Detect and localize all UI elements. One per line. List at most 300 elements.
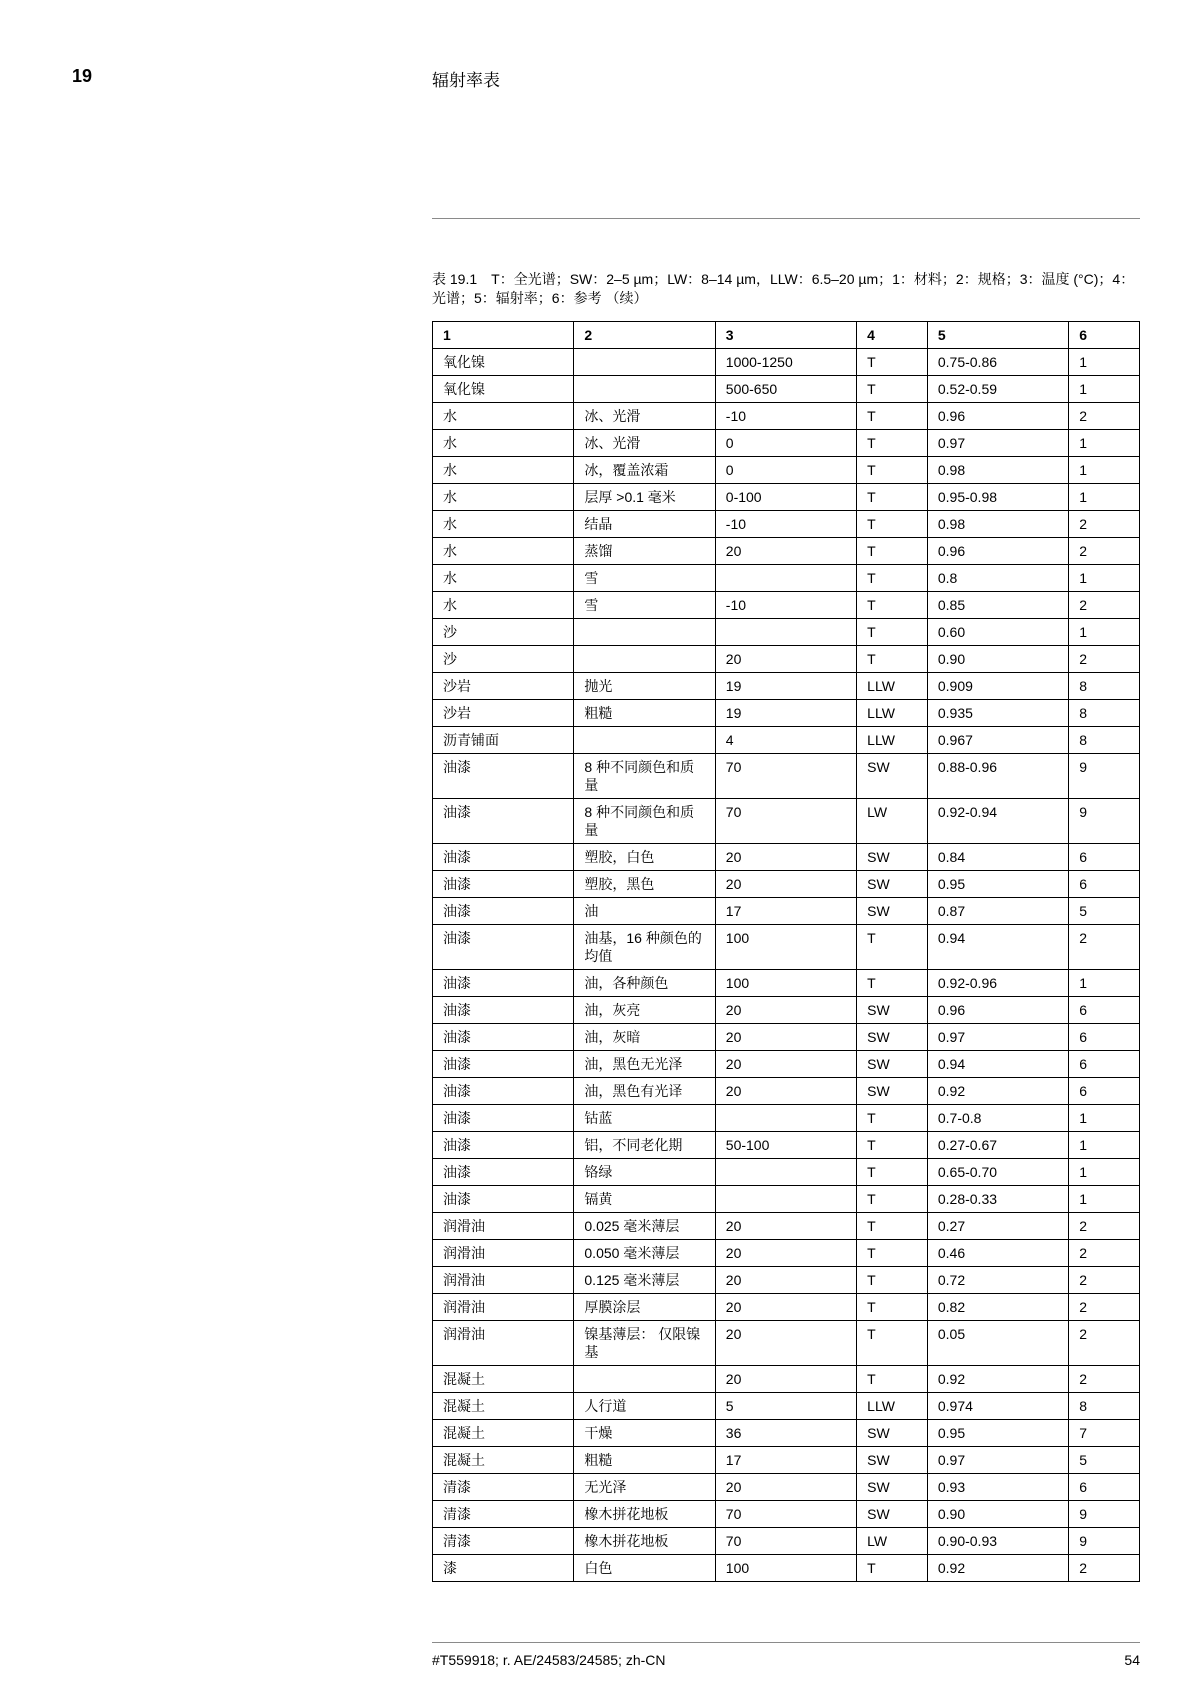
spectrum-cell: SW xyxy=(857,871,928,898)
table-row xyxy=(433,1051,1140,1078)
spectrum-cell: LW xyxy=(857,1528,928,1555)
material-cell: 混凝土 xyxy=(433,1393,574,1420)
reference-cell: 8 xyxy=(1069,1393,1140,1420)
specification-cell: 冰、光滑 xyxy=(574,403,715,430)
emissivity-cell: 0.46 xyxy=(927,1240,1068,1267)
specification-cell: 0.025 毫米薄层 xyxy=(574,1213,715,1240)
specification-cell: 铬绿 xyxy=(574,1159,715,1186)
material-cell: 清漆 xyxy=(433,1474,574,1501)
temperature-cell: 0-100 xyxy=(715,484,856,511)
spectrum-cell: SW xyxy=(857,1420,928,1447)
temperature-cell: 20 xyxy=(715,1240,856,1267)
table-row xyxy=(433,1078,1140,1105)
temperature-cell: 5 xyxy=(715,1393,856,1420)
material-cell: 油漆 xyxy=(433,970,574,997)
table-row xyxy=(433,700,1140,727)
temperature-cell: 500-650 xyxy=(715,376,856,403)
material-cell: 水 xyxy=(433,403,574,430)
specification-cell: 橡木拼花地板 xyxy=(574,1501,715,1528)
table-row xyxy=(433,871,1140,898)
temperature-cell: 4 xyxy=(715,727,856,754)
specification-cell: 油，灰暗 xyxy=(574,1024,715,1051)
emissivity-cell: 0.98 xyxy=(927,457,1068,484)
temperature-cell: -10 xyxy=(715,592,856,619)
reference-cell: 1 xyxy=(1069,376,1140,403)
emissivity-cell: 0.95 xyxy=(927,871,1068,898)
emissivity-cell: 0.72 xyxy=(927,1267,1068,1294)
material-cell: 油漆 xyxy=(433,1132,574,1159)
material-cell: 油漆 xyxy=(433,898,574,925)
material-cell: 油漆 xyxy=(433,925,574,970)
temperature-cell: 50-100 xyxy=(715,1132,856,1159)
emissivity-cell: 0.84 xyxy=(927,844,1068,871)
emissivity-cell: 0.05 xyxy=(927,1321,1068,1366)
table-row xyxy=(433,1501,1140,1528)
emissivity-cell: 0.97 xyxy=(927,430,1068,457)
table-row xyxy=(433,727,1140,754)
spectrum-cell: T xyxy=(857,1132,928,1159)
emissivity-cell: 0.27 xyxy=(927,1213,1068,1240)
table-row xyxy=(433,1159,1140,1186)
spectrum-cell: SW xyxy=(857,1078,928,1105)
spectrum-cell: T xyxy=(857,565,928,592)
temperature-cell: 20 xyxy=(715,871,856,898)
emissivity-cell: 0.28-0.33 xyxy=(927,1186,1068,1213)
reference-cell: 9 xyxy=(1069,754,1140,799)
material-cell: 清漆 xyxy=(433,1501,574,1528)
temperature-cell: 20 xyxy=(715,538,856,565)
material-cell: 油漆 xyxy=(433,754,574,799)
material-cell: 油漆 xyxy=(433,844,574,871)
material-cell: 水 xyxy=(433,430,574,457)
temperature-cell: 20 xyxy=(715,1024,856,1051)
chapter-number: 19 xyxy=(72,66,93,86)
spectrum-cell: T xyxy=(857,1159,928,1186)
emissivity-cell: 0.92 xyxy=(927,1366,1068,1393)
table-row xyxy=(433,799,1140,844)
emissivity-cell: 0.7-0.8 xyxy=(927,1105,1068,1132)
material-cell: 油漆 xyxy=(433,1159,574,1186)
reference-cell: 6 xyxy=(1069,1474,1140,1501)
table-row xyxy=(433,1393,1140,1420)
temperature-cell: 20 xyxy=(715,1078,856,1105)
specification-cell: 8 种不同颜色和质量 xyxy=(574,754,715,799)
temperature-cell xyxy=(715,1105,856,1132)
spectrum-cell: T xyxy=(857,646,928,673)
emissivity-cell: 0.935 xyxy=(927,700,1068,727)
specification-cell: 抛光 xyxy=(574,673,715,700)
temperature-cell: 0 xyxy=(715,430,856,457)
material-cell: 混凝土 xyxy=(433,1420,574,1447)
reference-cell: 2 xyxy=(1069,1213,1140,1240)
spectrum-cell: T xyxy=(857,925,928,970)
specification-cell xyxy=(574,376,715,403)
temperature-cell: 20 xyxy=(715,1267,856,1294)
specification-cell: 0.125 毫米薄层 xyxy=(574,1267,715,1294)
temperature-cell: 70 xyxy=(715,799,856,844)
material-cell: 油漆 xyxy=(433,1051,574,1078)
spectrum-cell: T xyxy=(857,1294,928,1321)
specification-cell: 无光泽 xyxy=(574,1474,715,1501)
table-row xyxy=(433,1267,1140,1294)
emissivity-cell: 0.909 xyxy=(927,673,1068,700)
specification-cell: 油基，16 种颜色的均值 xyxy=(574,925,715,970)
emissivity-cell: 0.93 xyxy=(927,1474,1068,1501)
reference-cell: 2 xyxy=(1069,1321,1140,1366)
reference-cell: 1 xyxy=(1069,565,1140,592)
material-cell: 润滑油 xyxy=(433,1294,574,1321)
emissivity-cell: 0.92-0.94 xyxy=(927,799,1068,844)
table-row xyxy=(433,484,1140,511)
reference-cell: 2 xyxy=(1069,1366,1140,1393)
spectrum-cell: T xyxy=(857,592,928,619)
page-number: 54 xyxy=(1124,1652,1140,1668)
spectrum-cell: T xyxy=(857,1321,928,1366)
emissivity-table xyxy=(432,321,1140,1582)
spectrum-cell: SW xyxy=(857,754,928,799)
material-cell: 混凝土 xyxy=(433,1447,574,1474)
temperature-cell: 20 xyxy=(715,997,856,1024)
temperature-cell: 100 xyxy=(715,970,856,997)
emissivity-cell: 0.90 xyxy=(927,1501,1068,1528)
specification-cell: 白色 xyxy=(574,1555,715,1582)
reference-cell: 2 xyxy=(1069,1294,1140,1321)
reference-cell: 1 xyxy=(1069,430,1140,457)
specification-cell: 8 种不同颜色和质量 xyxy=(574,799,715,844)
table-row xyxy=(433,430,1140,457)
table-row xyxy=(433,1321,1140,1366)
material-cell: 油漆 xyxy=(433,1105,574,1132)
material-cell: 水 xyxy=(433,484,574,511)
footer-divider xyxy=(432,1642,1140,1643)
specification-cell: 油，黑色无光泽 xyxy=(574,1051,715,1078)
spectrum-cell: SW xyxy=(857,997,928,1024)
table-row xyxy=(433,1240,1140,1267)
spectrum-cell: T xyxy=(857,349,928,376)
material-cell: 油漆 xyxy=(433,997,574,1024)
specification-cell xyxy=(574,349,715,376)
emissivity-cell: 0.92-0.96 xyxy=(927,970,1068,997)
reference-cell: 1 xyxy=(1069,1159,1140,1186)
table-row xyxy=(433,646,1140,673)
reference-cell: 1 xyxy=(1069,1186,1140,1213)
table-row xyxy=(433,1420,1140,1447)
specification-cell xyxy=(574,646,715,673)
specification-cell: 结晶 xyxy=(574,511,715,538)
column-header-material: 1 xyxy=(433,322,574,349)
table-row xyxy=(433,1186,1140,1213)
material-cell: 水 xyxy=(433,511,574,538)
material-cell: 油漆 xyxy=(433,1078,574,1105)
reference-cell: 6 xyxy=(1069,844,1140,871)
temperature-cell: 17 xyxy=(715,1447,856,1474)
spectrum-cell: SW xyxy=(857,898,928,925)
temperature-cell: 20 xyxy=(715,1213,856,1240)
temperature-cell: 36 xyxy=(715,1420,856,1447)
table-caption: 表 19.1 T：全光谱；SW：2–5 µm；LW：8–14 µm，LLW：6.5–20 µm；1：材料；2：规格；3：温度 (°C)；4：光谱；5：辐射率；6：参考 （续） xyxy=(432,271,1135,306)
spectrum-cell: T xyxy=(857,376,928,403)
spectrum-cell: T xyxy=(857,619,928,646)
column-header-temperature: 3 xyxy=(715,322,856,349)
material-cell: 润滑油 xyxy=(433,1240,574,1267)
temperature-cell xyxy=(715,1159,856,1186)
spectrum-cell: T xyxy=(857,1267,928,1294)
table-row xyxy=(433,1105,1140,1132)
reference-cell: 5 xyxy=(1069,1447,1140,1474)
table-row xyxy=(433,538,1140,565)
table-row xyxy=(433,844,1140,871)
specification-cell: 塑胶，黑色 xyxy=(574,871,715,898)
spectrum-cell: LLW xyxy=(857,673,928,700)
temperature-cell: 19 xyxy=(715,673,856,700)
emissivity-cell: 0.85 xyxy=(927,592,1068,619)
spectrum-cell: T xyxy=(857,430,928,457)
material-cell: 氧化镍 xyxy=(433,376,574,403)
reference-cell: 9 xyxy=(1069,1501,1140,1528)
table-row xyxy=(433,511,1140,538)
spectrum-cell: T xyxy=(857,1213,928,1240)
temperature-cell xyxy=(715,1186,856,1213)
emissivity-cell: 0.97 xyxy=(927,1024,1068,1051)
temperature-cell: 20 xyxy=(715,1474,856,1501)
reference-cell: 1 xyxy=(1069,1105,1140,1132)
emissivity-cell: 0.95 xyxy=(927,1420,1068,1447)
table-row xyxy=(433,1447,1140,1474)
material-cell: 混凝土 xyxy=(433,1366,574,1393)
emissivity-cell: 0.90-0.93 xyxy=(927,1528,1068,1555)
table-row xyxy=(433,898,1140,925)
spectrum-cell: T xyxy=(857,1105,928,1132)
reference-cell: 8 xyxy=(1069,673,1140,700)
reference-cell: 2 xyxy=(1069,1267,1140,1294)
spectrum-cell: T xyxy=(857,1555,928,1582)
temperature-cell: -10 xyxy=(715,403,856,430)
temperature-cell: 70 xyxy=(715,1501,856,1528)
specification-cell: 雪 xyxy=(574,592,715,619)
material-cell: 润滑油 xyxy=(433,1213,574,1240)
emissivity-cell: 0.88-0.96 xyxy=(927,754,1068,799)
table-body xyxy=(433,349,1140,1582)
temperature-cell: 0 xyxy=(715,457,856,484)
spectrum-cell: SW xyxy=(857,1051,928,1078)
spectrum-cell: T xyxy=(857,511,928,538)
temperature-cell: 17 xyxy=(715,898,856,925)
temperature-cell: 1000-1250 xyxy=(715,349,856,376)
table-row xyxy=(433,376,1140,403)
emissivity-cell: 0.92 xyxy=(927,1555,1068,1582)
table-row xyxy=(433,1024,1140,1051)
table-row xyxy=(433,1555,1140,1582)
specification-cell xyxy=(574,1366,715,1393)
spectrum-cell: LLW xyxy=(857,1393,928,1420)
specification-cell: 镍基薄层： 仅限镍基 xyxy=(574,1321,715,1366)
spectrum-cell: T xyxy=(857,403,928,430)
table-row xyxy=(433,619,1140,646)
table-row xyxy=(433,457,1140,484)
material-cell: 油漆 xyxy=(433,799,574,844)
emissivity-cell: 0.94 xyxy=(927,1051,1068,1078)
reference-cell: 2 xyxy=(1069,403,1140,430)
emissivity-cell: 0.96 xyxy=(927,538,1068,565)
specification-cell: 油，灰亮 xyxy=(574,997,715,1024)
temperature-cell: 20 xyxy=(715,646,856,673)
table-row xyxy=(433,754,1140,799)
specification-cell: 钴蓝 xyxy=(574,1105,715,1132)
reference-cell: 1 xyxy=(1069,1132,1140,1159)
emissivity-cell: 0.65-0.70 xyxy=(927,1159,1068,1186)
temperature-cell: 20 xyxy=(715,1294,856,1321)
emissivity-cell: 0.967 xyxy=(927,727,1068,754)
specification-cell: 橡木拼花地板 xyxy=(574,1528,715,1555)
reference-cell: 6 xyxy=(1069,997,1140,1024)
specification-cell: 0.050 毫米薄层 xyxy=(574,1240,715,1267)
reference-cell: 2 xyxy=(1069,538,1140,565)
table-row xyxy=(433,592,1140,619)
emissivity-cell: 0.94 xyxy=(927,925,1068,970)
table-row xyxy=(433,403,1140,430)
spectrum-cell: T xyxy=(857,538,928,565)
specification-cell: 油，黑色有光译 xyxy=(574,1078,715,1105)
emissivity-cell: 0.52-0.59 xyxy=(927,376,1068,403)
reference-cell: 1 xyxy=(1069,619,1140,646)
emissivity-cell: 0.92 xyxy=(927,1078,1068,1105)
emissivity-cell: 0.98 xyxy=(927,511,1068,538)
spectrum-cell: SW xyxy=(857,1447,928,1474)
table-row xyxy=(433,925,1140,970)
column-header-emissivity: 5 xyxy=(927,322,1068,349)
header-divider xyxy=(432,218,1140,219)
material-cell: 清漆 xyxy=(433,1528,574,1555)
material-cell: 水 xyxy=(433,538,574,565)
column-header-spectrum: 4 xyxy=(857,322,928,349)
table-row xyxy=(433,565,1140,592)
table-row xyxy=(433,349,1140,376)
temperature-cell: 20 xyxy=(715,1051,856,1078)
table-row xyxy=(433,1294,1140,1321)
specification-cell: 粗糙 xyxy=(574,1447,715,1474)
emissivity-cell: 0.95-0.98 xyxy=(927,484,1068,511)
table-row xyxy=(433,1132,1140,1159)
specification-cell xyxy=(574,727,715,754)
table-row xyxy=(433,673,1140,700)
spectrum-cell: LLW xyxy=(857,727,928,754)
spectrum-cell: SW xyxy=(857,1501,928,1528)
spectrum-cell: T xyxy=(857,1186,928,1213)
material-cell: 油漆 xyxy=(433,1024,574,1051)
emissivity-cell: 0.82 xyxy=(927,1294,1068,1321)
column-header-reference: 6 xyxy=(1069,322,1140,349)
spectrum-cell: T xyxy=(857,1366,928,1393)
reference-cell: 6 xyxy=(1069,1051,1140,1078)
spectrum-cell: LW xyxy=(857,799,928,844)
reference-cell: 8 xyxy=(1069,727,1140,754)
spectrum-cell: SW xyxy=(857,844,928,871)
table-row xyxy=(433,970,1140,997)
material-cell: 氧化镍 xyxy=(433,349,574,376)
material-cell: 油漆 xyxy=(433,1186,574,1213)
reference-cell: 6 xyxy=(1069,1078,1140,1105)
temperature-cell: 100 xyxy=(715,1555,856,1582)
specification-cell: 层厚 >0.1 毫米 xyxy=(574,484,715,511)
spectrum-cell: LLW xyxy=(857,700,928,727)
material-cell: 沙 xyxy=(433,646,574,673)
reference-cell: 1 xyxy=(1069,484,1140,511)
reference-cell: 2 xyxy=(1069,511,1140,538)
reference-cell: 5 xyxy=(1069,898,1140,925)
column-header-specification: 2 xyxy=(574,322,715,349)
material-cell: 沙 xyxy=(433,619,574,646)
material-cell: 油漆 xyxy=(433,871,574,898)
emissivity-cell: 0.60 xyxy=(927,619,1068,646)
specification-cell: 铝，不同老化期 xyxy=(574,1132,715,1159)
temperature-cell xyxy=(715,565,856,592)
reference-cell: 1 xyxy=(1069,349,1140,376)
material-cell: 润滑油 xyxy=(433,1321,574,1366)
table-row xyxy=(433,1474,1140,1501)
spectrum-cell: T xyxy=(857,457,928,484)
specification-cell: 冰、光滑 xyxy=(574,430,715,457)
material-cell: 沙岩 xyxy=(433,673,574,700)
specification-cell: 粗糙 xyxy=(574,700,715,727)
reference-cell: 1 xyxy=(1069,457,1140,484)
temperature-cell: -10 xyxy=(715,511,856,538)
temperature-cell: 70 xyxy=(715,754,856,799)
reference-cell: 2 xyxy=(1069,646,1140,673)
specification-cell: 雪 xyxy=(574,565,715,592)
reference-cell: 2 xyxy=(1069,1555,1140,1582)
temperature-cell: 70 xyxy=(715,1528,856,1555)
specification-cell: 油，各种颜色 xyxy=(574,970,715,997)
material-cell: 润滑油 xyxy=(433,1267,574,1294)
table-row xyxy=(433,997,1140,1024)
emissivity-cell: 0.87 xyxy=(927,898,1068,925)
table-row xyxy=(433,1528,1140,1555)
specification-cell xyxy=(574,619,715,646)
emissivity-cell: 0.27-0.67 xyxy=(927,1132,1068,1159)
emissivity-cell: 0.974 xyxy=(927,1393,1068,1420)
chapter-title: 辐射率表 xyxy=(432,71,500,90)
emissivity-cell: 0.75-0.86 xyxy=(927,349,1068,376)
spectrum-cell: SW xyxy=(857,1024,928,1051)
reference-cell: 9 xyxy=(1069,1528,1140,1555)
spectrum-cell: T xyxy=(857,1240,928,1267)
reference-cell: 8 xyxy=(1069,700,1140,727)
reference-cell: 6 xyxy=(1069,1024,1140,1051)
table-row xyxy=(433,1213,1140,1240)
table-row xyxy=(433,1366,1140,1393)
material-cell: 沙岩 xyxy=(433,700,574,727)
specification-cell: 塑胶，白色 xyxy=(574,844,715,871)
temperature-cell xyxy=(715,619,856,646)
temperature-cell: 19 xyxy=(715,700,856,727)
reference-cell: 2 xyxy=(1069,592,1140,619)
material-cell: 水 xyxy=(433,592,574,619)
reference-cell: 2 xyxy=(1069,925,1140,970)
table-header-row xyxy=(433,322,1140,349)
specification-cell: 油 xyxy=(574,898,715,925)
reference-cell: 9 xyxy=(1069,799,1140,844)
specification-cell: 冰，覆盖浓霜 xyxy=(574,457,715,484)
document-id: #T559918; r. AE/24583/24585; zh-CN xyxy=(432,1652,666,1668)
emissivity-cell: 0.8 xyxy=(927,565,1068,592)
emissivity-cell: 0.90 xyxy=(927,646,1068,673)
temperature-cell: 100 xyxy=(715,925,856,970)
reference-cell: 6 xyxy=(1069,871,1140,898)
temperature-cell: 20 xyxy=(715,844,856,871)
reference-cell: 1 xyxy=(1069,970,1140,997)
reference-cell: 7 xyxy=(1069,1420,1140,1447)
spectrum-cell: SW xyxy=(857,1474,928,1501)
